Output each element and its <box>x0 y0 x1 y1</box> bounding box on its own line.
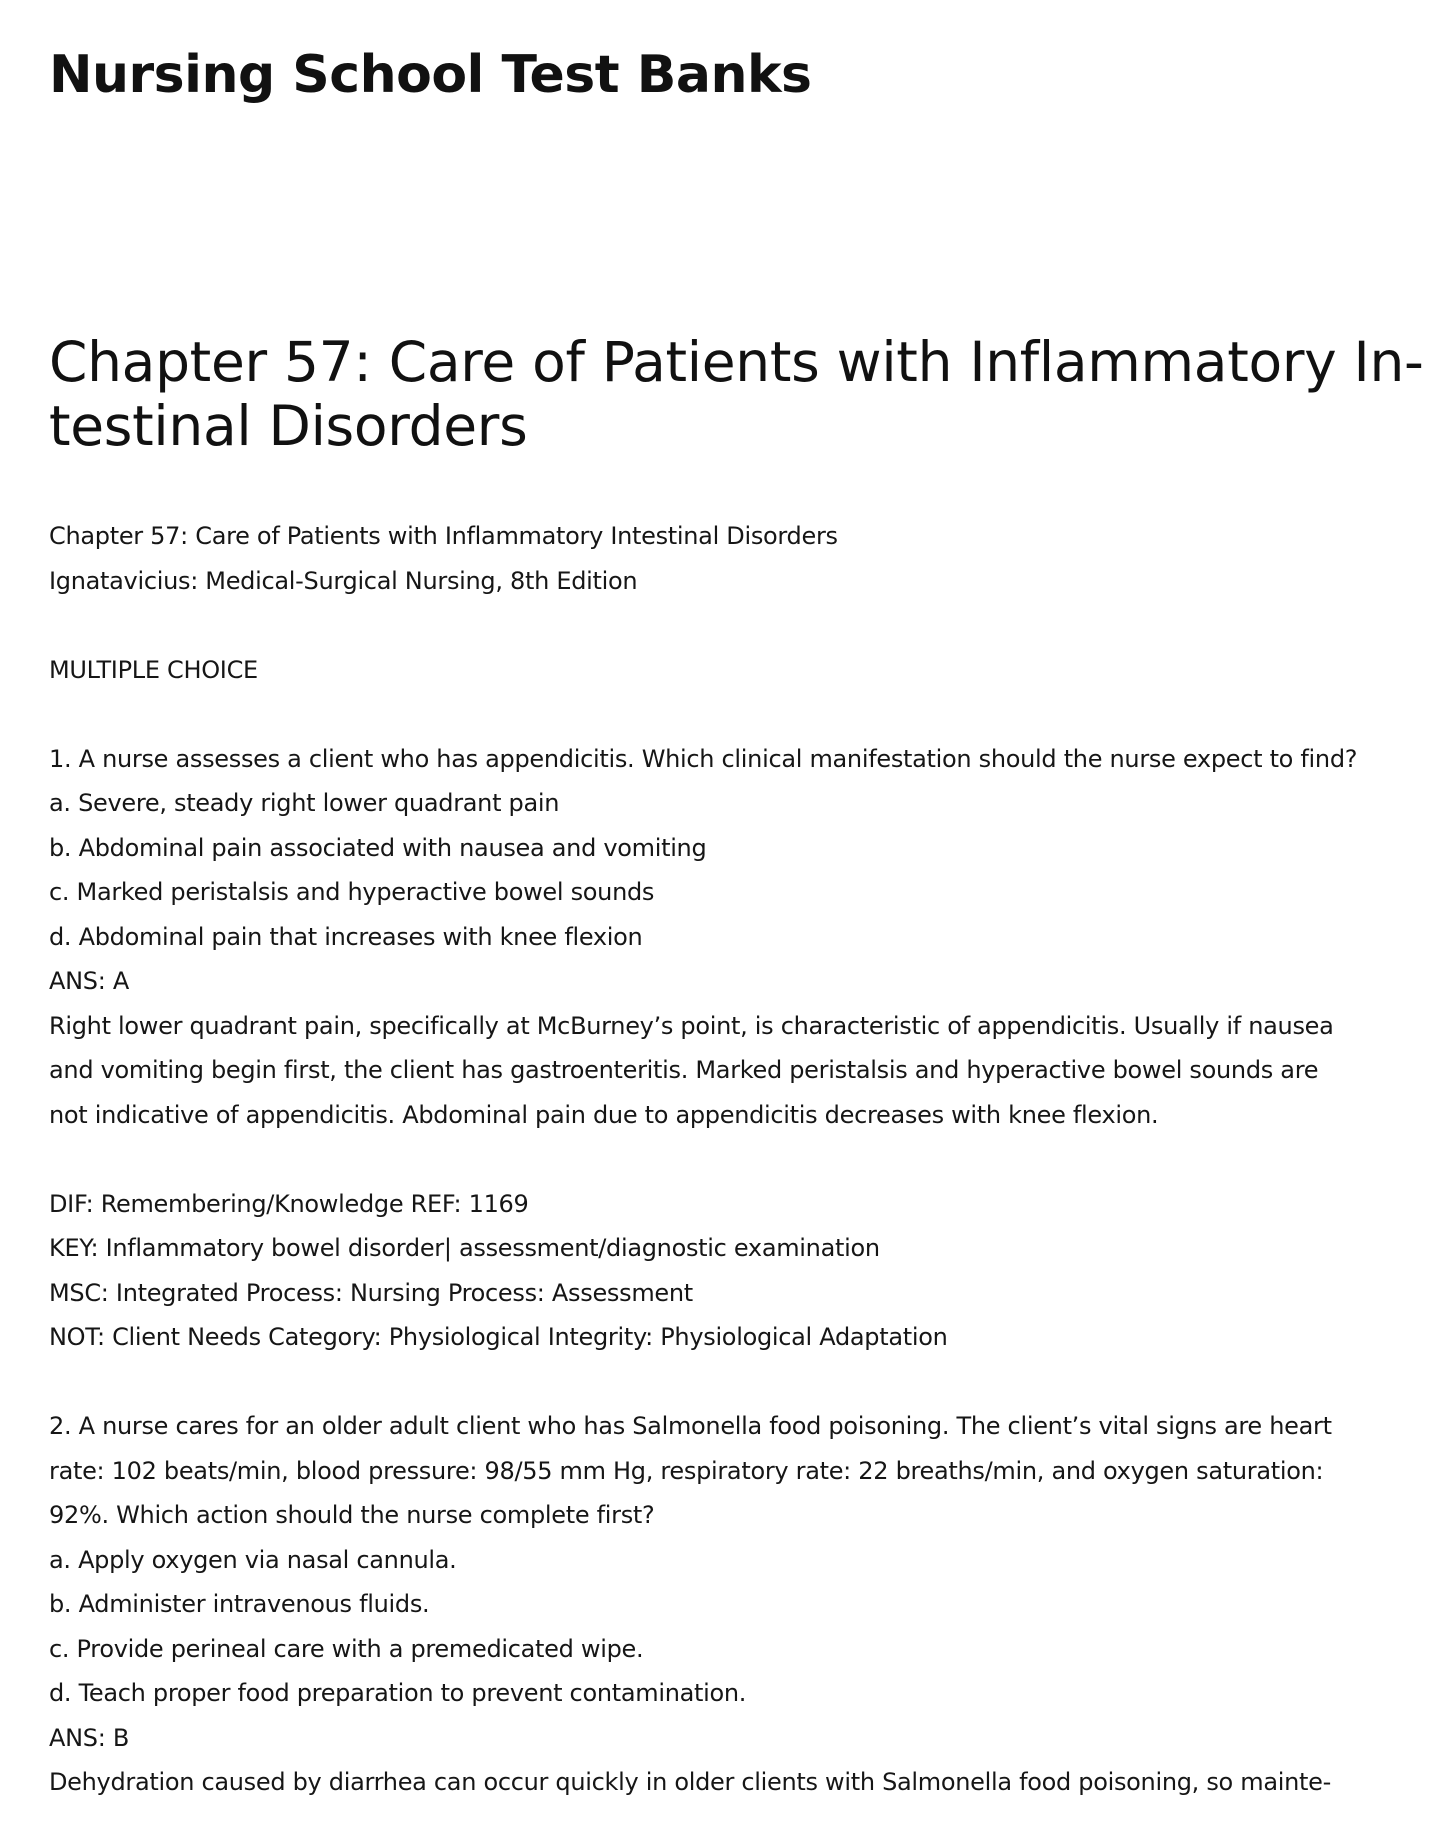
answer-option: d. Abdominal pain that increases with knee flexion <box>49 922 643 951</box>
question-stem: 1. A nurse assesses a client who has appendicitis. Which clinical manifestation should the nurse expect to find? <box>49 744 1358 773</box>
question-2 <box>49 1404 1419 1805</box>
spacer <box>49 1360 1419 1405</box>
answer-option: b. Administer intravenous fluids. <box>49 1590 430 1618</box>
site-title: Nursing School Test Banks <box>49 45 812 105</box>
key-topics: KEY: Inflammatory bowel disorder| assessment/diagnostic examination <box>49 1234 880 1262</box>
question-stem: 2. A nurse cares for an older adult client who has Salmonella food poisoning. The client’s vital signs are heart <box>49 1412 1332 1440</box>
answer-option: a. Severe, steady right lower quadrant pain <box>49 789 560 817</box>
chapter-subtitle: Chapter 57: Care of Patients with Inflammatory Intestinal Disorders <box>49 522 838 550</box>
rationale-line: and vomiting begin first, the client has gastroenteritis. Marked peristalsis and hyperactive bowel sounds are <box>49 1056 1319 1084</box>
spacer <box>49 603 1419 648</box>
question-1 <box>49 737 1419 1360</box>
spacer <box>49 692 1419 737</box>
msc-process: MSC: Integrated Process: Nursing Process: Assessment <box>49 1278 693 1307</box>
question-stem: 92%. Which action should the nurse complete first? <box>49 1501 655 1529</box>
answer-key: ANS: A <box>49 967 129 995</box>
difficulty-reference: DIF: Remembering/Knowledge REF: 1169 <box>49 1189 529 1218</box>
chapter-heading-line: testinal Disorders <box>49 394 528 458</box>
spacer <box>49 1137 1419 1182</box>
chapter-heading <box>49 330 1424 458</box>
rationale-line: Dehydration caused by diarrhea can occur quickly in older clients with Salmonella food poisoning, so mainte- <box>49 1768 1331 1796</box>
answer-option: d. Teach proper food preparation to prevent contamination. <box>49 1679 747 1707</box>
question-stem: rate: 102 beats/min, blood pressure: 98/55 mm Hg, respiratory rate: 22 breaths/min, and oxygen saturation: <box>49 1456 1324 1485</box>
rationale-line: not indicative of appendicitis. Abdominal pain due to appendicitis decreases with knee flexion. <box>49 1100 1159 1129</box>
answer-key: ANS: B <box>49 1723 129 1752</box>
section-label: MULTIPLE CHOICE <box>49 655 258 684</box>
answer-option: a. Apply oxygen via nasal cannula. <box>49 1545 457 1574</box>
book-reference: Ignatavicius: Medical-Surgical Nursing, 8th Edition <box>49 566 638 595</box>
client-needs: NOT: Client Needs Category: Physiological Integrity: Physiological Adaptation <box>49 1323 948 1351</box>
document-body <box>49 514 1419 1805</box>
rationale-line: Right lower quadrant pain, specifically at McBurney’s point, is characteristic of appendicitis. Usually if nausea <box>49 1011 1334 1040</box>
answer-option: c. Marked peristalsis and hyperactive bowel sounds <box>49 878 655 906</box>
answer-option: b. Abdominal pain associated with nausea and vomiting <box>49 833 707 862</box>
answer-option: c. Provide perineal care with a premedicated wipe. <box>49 1634 644 1663</box>
chapter-heading-line: Chapter 57: Care of Patients with Inflammatory In- <box>49 330 1424 394</box>
